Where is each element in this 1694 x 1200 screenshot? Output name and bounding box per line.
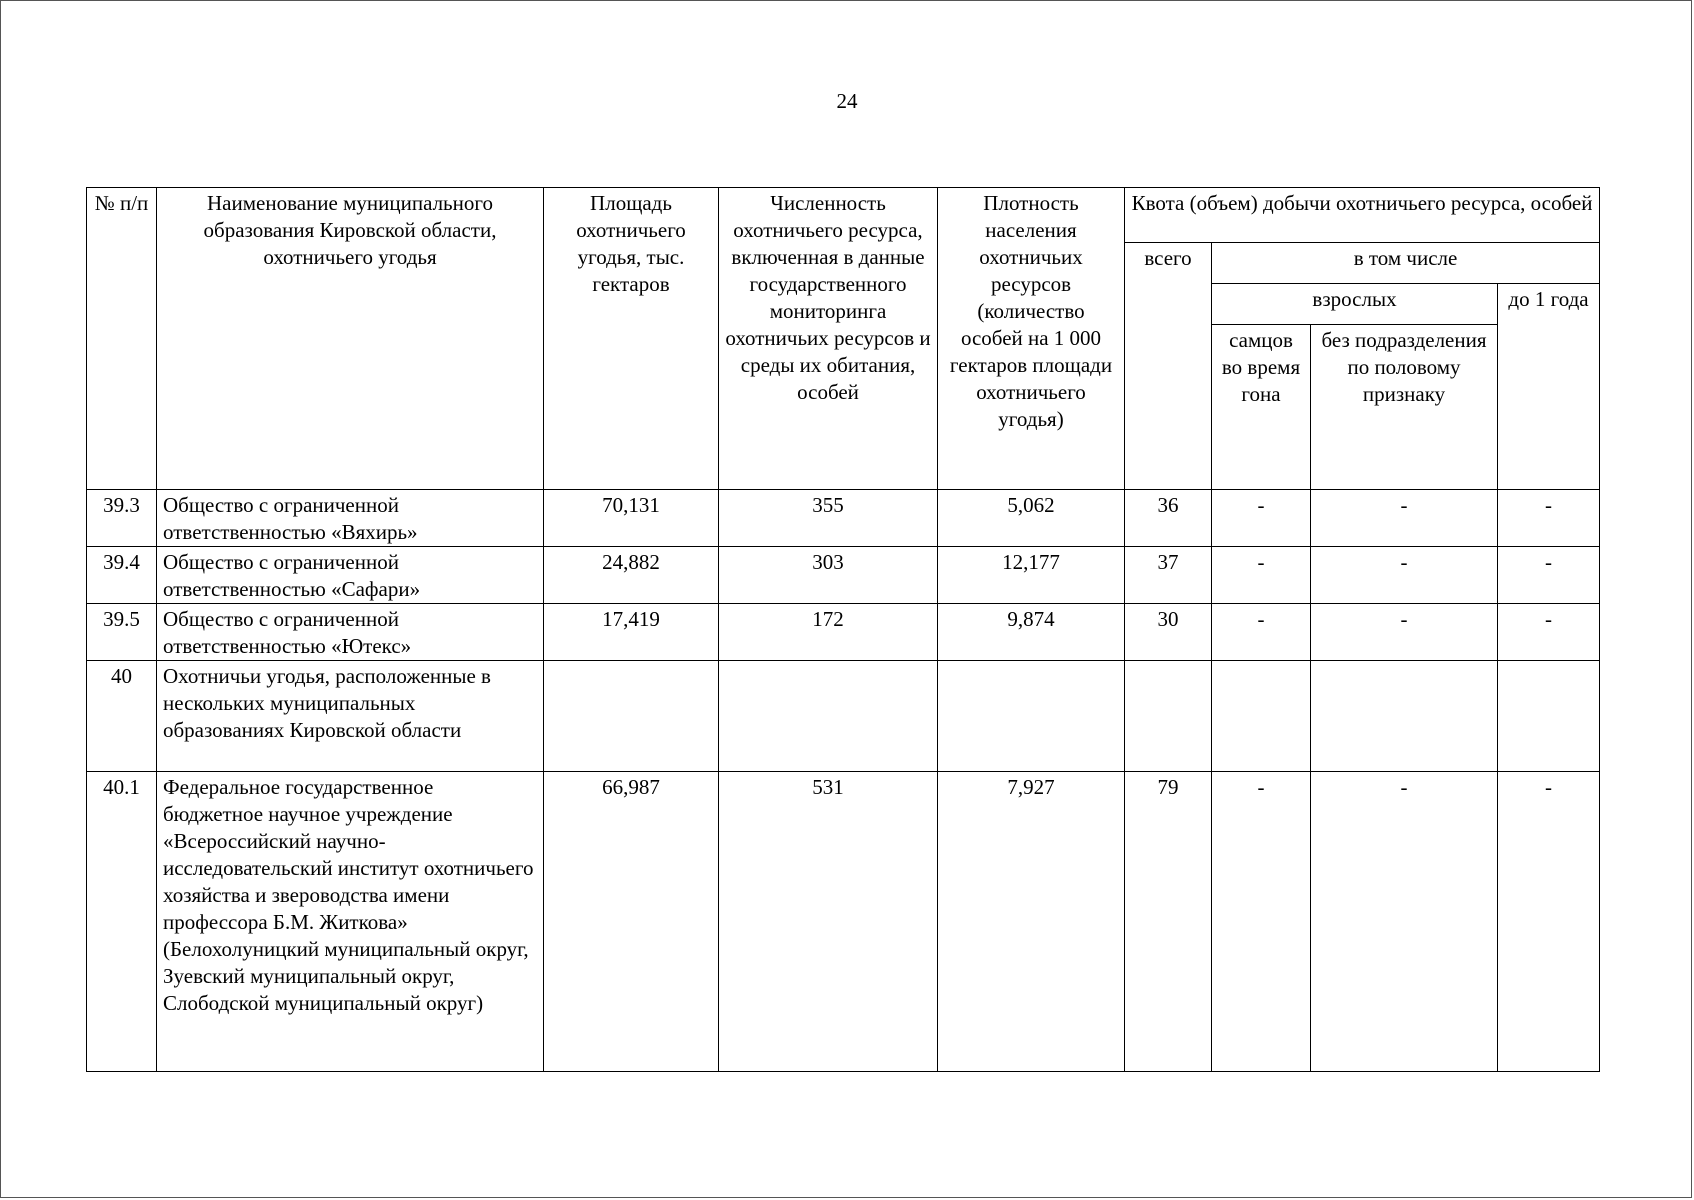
cell-density: 9,874: [938, 604, 1125, 661]
cell-population: [719, 661, 938, 772]
header-including: в том числе: [1212, 243, 1600, 284]
header-density: Плотность населения охотничьих ресурсов (количество особей на 1 000 гектаров площади охотничьего угодья): [938, 188, 1125, 490]
cell-num: 39.5: [87, 604, 157, 661]
cell-num: 39.3: [87, 490, 157, 547]
cell-name: Охотничьи угодья, расположенные в нескольких муниципальных образованиях Кировской области: [157, 661, 544, 772]
table-row: [87, 547, 1600, 604]
cell-under-one: -: [1498, 604, 1600, 661]
cell-total: [1125, 661, 1212, 772]
cell-area: 70,131: [544, 490, 719, 547]
cell-name: Общество с ограниченной ответственностью «Сафари»: [157, 547, 544, 604]
cell-males-rut: -: [1212, 490, 1311, 547]
cell-total: 36: [1125, 490, 1212, 547]
cell-population: 355: [719, 490, 938, 547]
cell-num: 40.1: [87, 772, 157, 1072]
quota-table: [86, 187, 1600, 1072]
cell-population: 531: [719, 772, 938, 1072]
cell-no-sex-division: -: [1311, 547, 1498, 604]
cell-area: 24,882: [544, 547, 719, 604]
cell-males-rut: -: [1212, 772, 1311, 1072]
page-number: 24: [836, 89, 858, 113]
header-area: Площадь охотничьего угодья, тыс. гектаров: [544, 188, 719, 490]
header-quota: Квота (объем) добычи охотничьего ресурса, особей: [1125, 188, 1600, 243]
header-adults: взрослых: [1212, 284, 1498, 325]
cell-total: 37: [1125, 547, 1212, 604]
cell-no-sex-division: -: [1311, 604, 1498, 661]
cell-males-rut: [1212, 661, 1311, 772]
cell-area: 66,987: [544, 772, 719, 1072]
cell-no-sex-division: -: [1311, 772, 1498, 1072]
cell-no-sex-division: -: [1311, 490, 1498, 547]
cell-under-one: -: [1498, 490, 1600, 547]
cell-num: 40: [87, 661, 157, 772]
header-no-sex-division: без подразделения по половому признаку: [1311, 325, 1498, 490]
table-row: [87, 604, 1600, 661]
cell-name: Федеральное государственное бюджетное научное учреждение «Всероссийский научно-исследовательский институт охотничьего хозяйства и звероводства имени профессора Б.М. Житкова» (Белохолуницкий муниципальный округ, Зуевский муниципальный округ, Слободской муниципальный округ): [157, 772, 544, 1072]
cell-no-sex-division: [1311, 661, 1498, 772]
cell-density: [938, 661, 1125, 772]
cell-males-rut: -: [1212, 547, 1311, 604]
cell-name: Общество с ограниченной ответственностью «Вяхирь»: [157, 490, 544, 547]
header-population: Численность охотничьего ресурса, включенная в данные государственного мониторинга охотничьих ресурсов и среды их обитания, особей: [719, 188, 938, 490]
table-row: [87, 661, 1600, 772]
cell-under-one: [1498, 661, 1600, 772]
cell-density: 5,062: [938, 490, 1125, 547]
cell-total: 79: [1125, 772, 1212, 1072]
cell-name: Общество с ограниченной ответственностью «Ютекс»: [157, 604, 544, 661]
header-under-one: до 1 года: [1498, 284, 1600, 490]
cell-under-one: -: [1498, 547, 1600, 604]
cell-population: 303: [719, 547, 938, 604]
table-row: [87, 490, 1600, 547]
cell-total: 30: [1125, 604, 1212, 661]
table-row: [87, 772, 1600, 1072]
cell-males-rut: -: [1212, 604, 1311, 661]
cell-area: [544, 661, 719, 772]
cell-population: 172: [719, 604, 938, 661]
header-name: Наименование муниципального образования Кировской области, охотничьего угодья: [157, 188, 544, 490]
cell-under-one: -: [1498, 772, 1600, 1072]
cell-num: 39.4: [87, 547, 157, 604]
header-row-1: [87, 188, 1600, 243]
cell-area: 17,419: [544, 604, 719, 661]
header-num: № п/п: [87, 188, 157, 490]
cell-density: 12,177: [938, 547, 1125, 604]
header-total: всего: [1125, 243, 1212, 490]
cell-density: 7,927: [938, 772, 1125, 1072]
header-males-rut: самцов во время гона: [1212, 325, 1311, 490]
